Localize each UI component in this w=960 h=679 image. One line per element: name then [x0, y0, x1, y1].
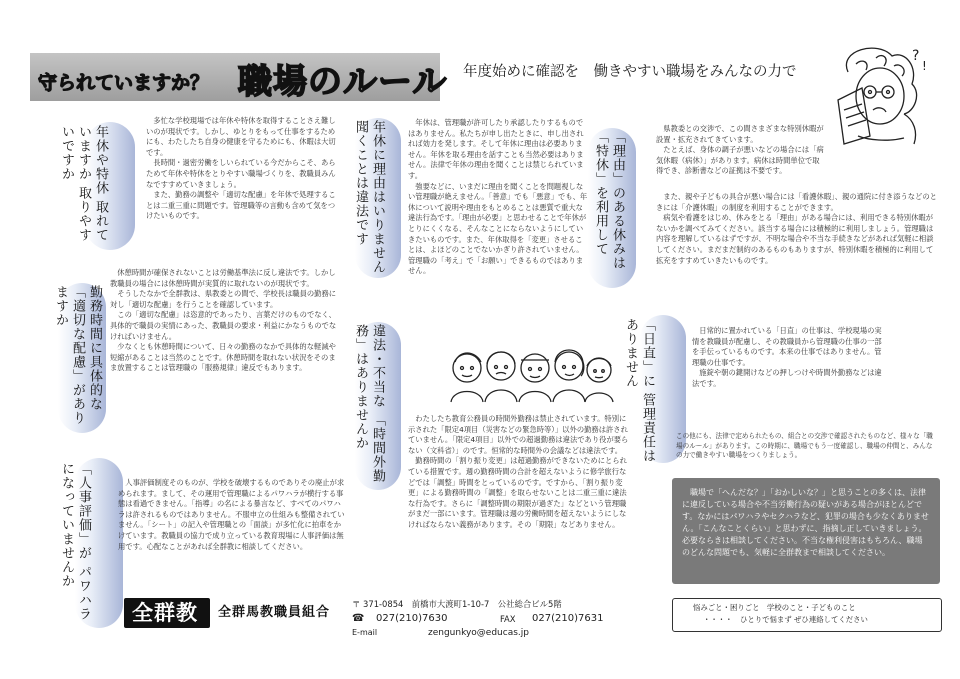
heading-overtime — [352, 324, 386, 492]
heading-duty-line1: 「日直」に — [640, 318, 655, 388]
body-special-top — [656, 124, 826, 177]
contact-line1: 悩みごと・困りごと 学校のこと・子どものこと — [693, 603, 856, 612]
body-special-p4: 病気や看護をはじめ、休みをとる「理由」がある場合には、利用できる特別休暇がないかを調べてみてください。該当する場合には積極的に利用しましょう。管理職は内容を理解しているはずですが、不明な場合や不当な手続きなどがあれば気軽に相談してください。まだまだ制約のあるものもありますが、特別休暇を積極的に利用して拡充をすすめていきたいものです。 — [656, 213, 934, 265]
body-special-p3: また、親や子どもの具合が悪い場合には「看護休暇」、親の通院に付き添うなどのときには「介護休暇」の制度を利用することができます。 — [656, 192, 937, 212]
page-subtitle: 年度始めに確認を 働きやすい職場をみんなの力で — [463, 64, 797, 80]
body-special-bottom — [656, 192, 940, 266]
page-title: 職場のルール — [238, 62, 448, 102]
footer-fax: 027(210)7631 — [532, 613, 604, 624]
body-duty — [692, 326, 888, 390]
heading-reason — [352, 120, 386, 280]
body-reason — [408, 118, 588, 277]
heading-special-line2: 「特休」を利用して — [593, 130, 608, 256]
footer-tel[interactable]: 027(210)7630 — [376, 613, 448, 624]
body-break-p1: 休憩時間が確保されないことは労働基準法に反し違法です。しかし教職員の場合には休憩時間が実質的に取れないのが現状です。 — [110, 268, 336, 288]
footer-logo: 全群教 — [132, 601, 198, 625]
body-overtime-p2: 勤務時間の「割り振り変更」は超過勤務ができないためにとられている措置です。週の勤務時間の合計を超えないように修学旅行などでは「調整」時間をとっているのです。ですから、「割り振り変更」による勤務時間の「調整」を取らせないことは二重三重に違法な行為です。さらに「調整時間の期限が過ぎた」などという管理職がまだ一部にいます。管理職は週の労働時間を超えないようにしなければならない義務があります。その「期限」などありません。 — [408, 456, 627, 529]
body-overtime — [408, 414, 630, 531]
heading-duty-line2: 管理責任はありません — [623, 318, 655, 464]
worried-person-illustration — [818, 40, 936, 152]
people-group-illustration — [445, 338, 615, 404]
note-text: この他にも、法律で定められたもの、組合との交渉で確認されたものなど、様々な「職場のルール」があります。この時期に、職場でもう一度確認し、職場の仲間と、みんなの力で働きやすい職場をつくりましょう。 — [676, 432, 933, 460]
heading-special-line1: 「理由」のある休みは — [610, 130, 625, 270]
info-box-text: 職場で「へんだな？」「おかしいな？」と思うことの多くは、法律に違反している場合や不当労働行為の疑いがある場合がほとんどです。なかにはパワハラやセクハラなど、犯罪の場合も少なくありません。「こんなことくらい」と思わずに、指摘し正していきましょう。必要ならきは相談してください。不当な権利侵害はもちろん、職場のどんな問題でも、気軽に全群教まで相談してください。 — [682, 488, 929, 557]
heading-overtime-line1: 違法・不当な — [370, 324, 385, 408]
footer-phone-row — [352, 612, 652, 626]
body-duty-p1: 日常的に置かれている「日直」の仕事は、学校現場の実情を教職員が配慮し、その教職員から管理職の仕事の一部を手伝っているものです。本来の仕事ではありません。管理職の仕事です。 — [692, 326, 882, 367]
heading-leave-line3: 取りやすいですか — [59, 125, 91, 243]
body-break — [110, 268, 342, 374]
info-box — [672, 478, 940, 584]
body-break-p3: この「適切な配慮」は恣意的であったり、言葉だけのものでなく、具体的で職員の実情にあった、教職員の要求・利益にかなうものでなければいけません。 — [110, 310, 337, 341]
body-duty-p2: 施錠や朝の鍵開けなどの押しつけや時間外勤務などは違法です。 — [692, 368, 882, 388]
body-harassment — [118, 478, 348, 552]
heading-duty — [622, 318, 656, 466]
contact-line2: ・・・・ ひとりで悩まず ぜひ連絡してください — [703, 615, 868, 624]
body-overtime-p1: わたしたち教育公務員の時間外勤務は禁止されています。特別に示された「限定4項目（災害などの緊急時等）」以外の勤務は許されていません。「限定4項目」以外での超過勤務は違法であり役が要らない（文科省）」のです。恒常的な時間外の会議などは違法です。 — [408, 414, 629, 455]
footer-org-name: 全群馬教職員組合 — [218, 605, 331, 620]
footer-email-label: E-mail — [352, 628, 378, 637]
footer-postal: 〒 371-0854 前橋市大渡町1-10-7 公社総合ビル5階 — [352, 599, 562, 609]
body-reason-p2: 強要などに、いまだに理由を聞くことを問題視しない管理職が絶えません。「善意」でも「悪意」でも、年休について説明や理由をもとめることは悪質で重大な違法行為です。「理由が必要」と思わせることで年休がとりにくくなる、そんなことにならないようにしていきたいものです。また、年休取得を「変更」させることは、よほどのことでないかぎり許されていません。管理職の「考え」で「お願い」できるものではありません。 — [408, 181, 588, 276]
heading-reason-line1: 年休に理由はいりません — [370, 120, 385, 274]
footer-email-row — [352, 626, 652, 640]
body-reason-p1: 年休は、管理職が許可したり承認したりするものではありません。私たちが申し出たときに、申し出されれば効力を発します。そして年休に理由は必要ありません。年休を取る理由を話すことも当然必要はありません。法律で年休の理由を聞くことは禁じられています。 — [408, 118, 584, 180]
heading-leave-line1: 年休や特休 — [93, 125, 108, 195]
heading-break — [52, 285, 103, 435]
heading-leave-line2: 取れていますか — [76, 125, 108, 243]
heading-break-line1: 勤務時間に具体的な — [87, 285, 102, 411]
body-leave — [146, 116, 342, 222]
heading-leave — [58, 125, 109, 253]
body-special-p1: 県教委との交渉で、この間さまざまな特別休暇が設置・拡充されてきています。 — [656, 124, 824, 144]
heading-special — [592, 130, 626, 290]
footer-email[interactable]: zengunkyo@educas.jp — [428, 628, 529, 638]
body-leave-p3: また、勤務の調整や「適切な配慮」を年休で処理することは二重三重に問題です。管理職等の言動も含めて気をつけたいものです。 — [146, 190, 336, 221]
contact-box — [672, 598, 942, 632]
body-break-p2: そうしたなかで全群教は、県教委との間で、学校長は職員の勤務に対し「適切な配慮」を行うことを確認しています。 — [110, 289, 337, 309]
footer-logo-block — [120, 596, 352, 630]
title-sub: 守られていますか？ — [38, 72, 210, 94]
body-special-p2: たとえば、身体の調子が悪いなどの場合には「病気休暇（病休）」があります。病休は時間単位で取得でき、診断書などの証拠は不要です。 — [656, 145, 824, 176]
body-harassment-p1: 人事評価制度そのものが、学校を破壊するものでありその廃止が求められます。まして、その運用で管理職によるパワハラが横行する事態は看過できません。「指導」の名による暴言など、すべてのパワハラは許されるものではありません。不服申立の仕組みも整備されていません。「シート」の記入や管理職との「面談」が多忙化に拍車をかけています。教職員の協力で成り立っている教育現場に人事評価は無用です。心配なことがあれば全群教に相談してください。 — [118, 478, 345, 551]
svg-text:?: ? — [912, 48, 920, 64]
body-leave-p2: 長時間・過密労働をしいられている今だからこそ、あらためて年休や特休をとりやすい職場づくりを、教職員みんなですすめていきましょう。 — [146, 158, 336, 189]
heading-harassment-line2: パワハラになっていませんか — [59, 462, 91, 622]
heading-harassment-line1: 「人事評価」が — [76, 462, 91, 560]
footer-fax-label: FAX — [500, 614, 516, 624]
body-leave-p1: 多忙な学校現場では年休や特休を取得することさえ難しいのが現状です。しかし、ゆとりをもって仕事をするためにも、わたしたち自身の健康を守るためにも、休暇は大切です。 — [146, 116, 336, 157]
body-break-p4: 少なくとも休憩時間について、日々の勤務のなかで具体的な軽減や短縮があることは当然のことです。休憩時間を取れない状況をそのまま放置することは管理職の「服務規律」違反でもあります。 — [110, 342, 336, 373]
heading-harassment — [58, 462, 92, 632]
heading-break-line2: 「適切な配慮」がありますか — [53, 285, 85, 425]
heading-overtime-line2: 「時間外勤務」はありませんか — [353, 324, 385, 484]
heading-reason-line2: 聞くことは違法です — [353, 120, 368, 246]
svg-text:!: ! — [922, 59, 927, 73]
phone-icon: ☎ — [352, 613, 365, 624]
